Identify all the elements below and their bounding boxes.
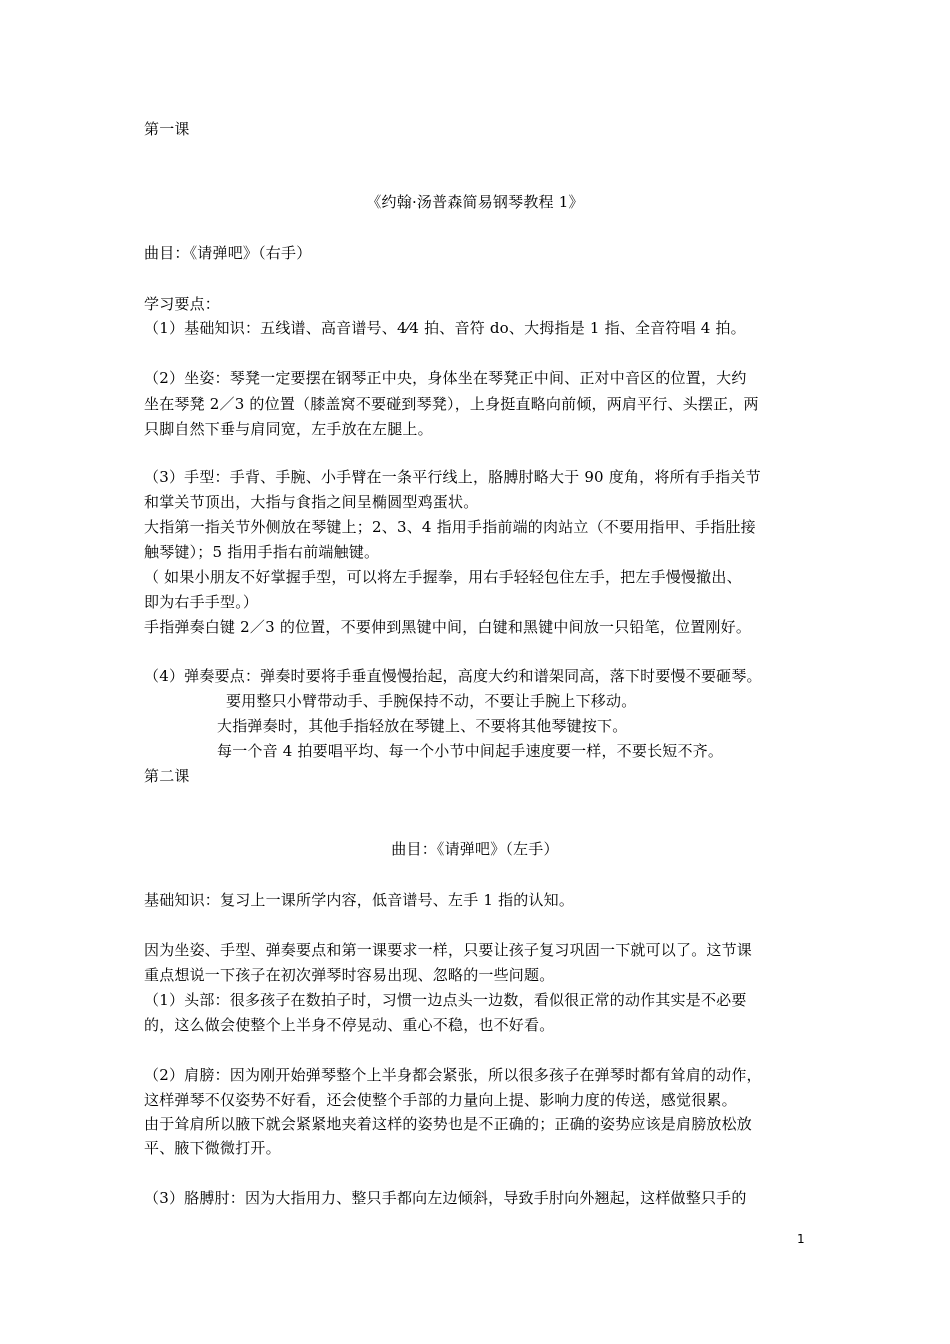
lesson1-heading: 第一课 (144, 120, 190, 138)
point-2-line: 坐在琴凳 2／3 的位置（膝盖窝不要碰到琴凳），上身挺直略向前倾，两肩平行、头摆正，两 (144, 395, 759, 413)
lesson1-piece: 曲目：《请弹吧》（右手） (144, 244, 312, 262)
issue-3-line: （3）胳膊肘：因为大指用力、整只手都向左边倾斜，导致手肘向外翘起，这样做整只手的 (144, 1189, 747, 1207)
issue-2-line: （2）肩膀：因为刚开始弹琴整个上半身都会紧张，所以很多孩子在弹琴时都有耸肩的动作， (144, 1066, 762, 1084)
lesson2-basics: 基础知识：复习上一课所学内容，低音谱号、左手 1 指的认知。 (144, 891, 575, 909)
points-heading: 学习要点： (144, 295, 221, 313)
issue-2-line: 平、腋下微微打开。 (144, 1139, 281, 1157)
point-3-line: 大指第一指关节外侧放在琴键上；2、3、4 指用手指前端的肉站立（不要用指甲、手指肚接 (144, 518, 756, 536)
point-4-line: 要用整只小臂带动手、手腕保持不动，不要让手腕上下移动。 (226, 692, 637, 710)
lesson2-intro-line: 因为坐姿、手型、弹奏要点和第一课要求一样，只要让孩子复习巩固一下就可以了。这节课 (144, 941, 753, 959)
page-number: 1 (797, 1232, 805, 1246)
lesson2-heading: 第二课 (144, 767, 190, 785)
point-2-line: 只脚自然下垂与肩同宽，左手放在左腿上。 (144, 420, 433, 438)
point-4-line: 大指弹奏时，其他手指轻放在琴键上、不要将其他琴键按下。 (217, 717, 628, 735)
lesson2-piece: 曲目：《请弹吧》（左手） (391, 840, 559, 858)
issue-2-line: 这样弹琴不仅姿势不好看，还会使整个手部的力量向上提、影响力度的传送，感觉很累。 (144, 1091, 737, 1109)
point-3-line: 手指弹奏白键 2／3 的位置，不要伸到黑键中间，白键和黑键中间放一只铅笔，位置刚好。 (144, 618, 752, 636)
point-3-line: （3）手型：手背、手腕、小手臂在一条平行线上，胳膊肘略大于 90 度角，将所有手指关节 (144, 468, 761, 486)
issue-1-line: 的，这么做会使整个上半身不停晃动、重心不稳，也不好看。 (144, 1016, 555, 1034)
point-2-line: （2）坐姿：琴凳一定要摆在钢琴正中央，身体坐在琴凳正中间、正对中音区的位置，大约 (144, 369, 747, 387)
point-4-line: （4）弹奏要点：弹奏时要将手垂直慢慢抬起，高度大约和谱架同高，落下时要慢不要砸琴。 (144, 667, 762, 685)
lesson2-intro-line: 重点想说一下孩子在初次弹琴时容易出现、忽略的一些问题。 (144, 966, 555, 984)
point-4-line: 每一个音 4 拍要唱平均、每一个小节中间起手速度要一样，不要长短不齐。 (217, 742, 724, 760)
book-title: 《约翰·汤普森简易钢琴教程 1》 (366, 193, 584, 211)
issue-1-line: （1）头部：很多孩子在数拍子时，习惯一边点头一边数，看似很正常的动作其实是不必要 (144, 991, 747, 1009)
point-1-basics: （1）基础知识：五线谱、高音谱号、4⁄4 拍、音符 do、大拇指是 1 指、全音符唱 4 拍。 (144, 319, 746, 337)
issue-2-line: 由于耸肩所以腋下就会紧紧地夹着这样的姿势也是不正确的；正确的姿势应该是肩膀放松放 (144, 1115, 753, 1133)
point-3-line: （ 如果小朋友不好掌握手型，可以将左手握拳，用右手轻轻包住左手，把左手慢慢撤出、 (144, 568, 742, 586)
point-3-line: 触琴键）；5 指用手指右前端触键。 (144, 543, 380, 561)
point-3-line: 和掌关节顶出，大指与食指之间呈椭圆型鸡蛋状。 (144, 493, 479, 511)
point-3-line: 即为右手手型。） (144, 593, 259, 611)
